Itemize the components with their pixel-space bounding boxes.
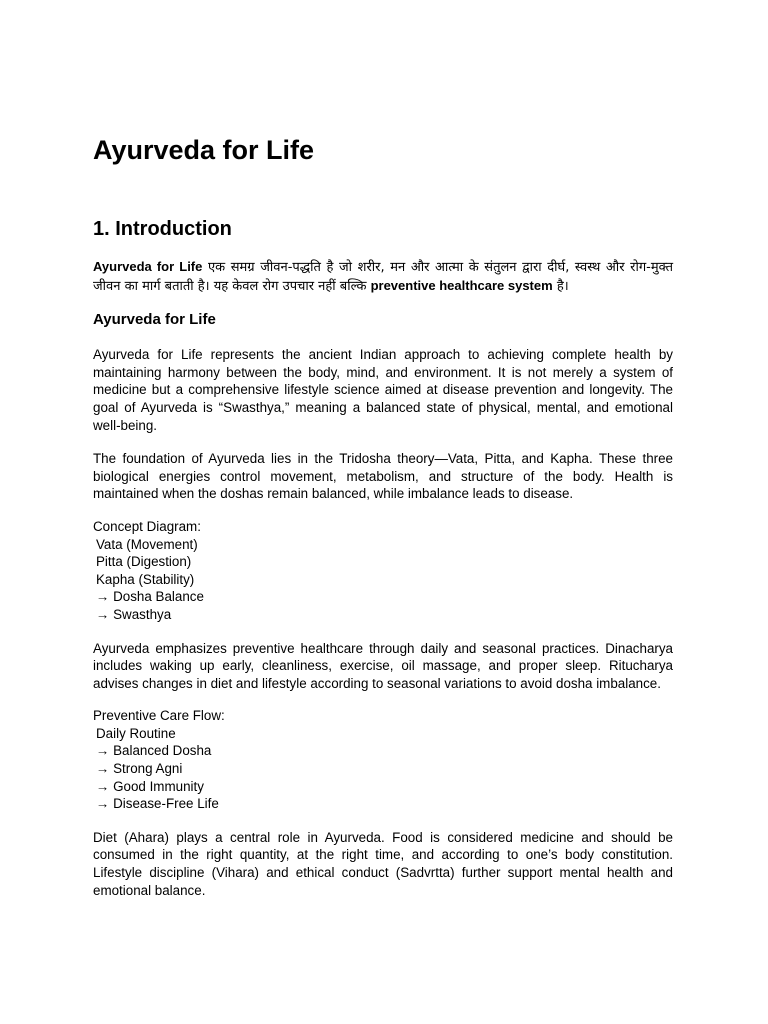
preventive-flow-line: → Disease-Free Life xyxy=(96,796,219,812)
concept-diagram-line: Vata (Movement) xyxy=(96,536,198,552)
paragraph-overview: Ayurveda for Life represents the ancient Indian approach to achieving complete health by maintaining harmony between the body, mind, and environment. It is not merely a system of medicine but a comprehensive lifestyle science aimed at disease prevention and longevity. The goal of Ayurveda is “Swasthya,” meaning a balanced state of physical, mental, and emotional well-being. xyxy=(93,347,673,433)
intro-bold-lead: Ayurveda for Life xyxy=(93,259,203,274)
section-heading-introduction: 1. Introduction xyxy=(93,218,232,240)
intro-text-2: है। xyxy=(552,278,569,294)
concept-diagram-line: Kapha (Stability) xyxy=(96,571,195,587)
paragraph-preventive: Ayurveda emphasizes preventive healthcare through daily and seasonal practices. Dinacharya includes waking up early, cleanliness, exercise, oil massage, and proper sleep. Ritucharya advises changes in diet and lifestyle according to seasonal variations to avoid dosha imbalance. xyxy=(93,640,673,691)
concept-diagram-line: → Dosha Balance xyxy=(96,589,204,605)
preventive-care-flow xyxy=(93,707,673,813)
preventive-flow-label: Preventive Care Flow: xyxy=(93,708,225,724)
document-body xyxy=(93,258,673,899)
concept-diagram-line: → Swasthya xyxy=(96,606,172,622)
intro-paragraph xyxy=(93,258,673,295)
preventive-flow-line: → Balanced Dosha xyxy=(96,743,212,759)
preventive-flow-line: → Good Immunity xyxy=(96,778,204,794)
intro-text-1: एक समग्र जीवन-पद्धति है जो शरीर, मन और आत्मा के संतुलन द्वारा दीर्घ, स्वस्थ और रोग-मुक्त जीवन का मार्ग बताती है। यह केवल रोग उपचार नहीं बल्कि xyxy=(93,260,673,294)
preventive-flow-line: → Strong Agni xyxy=(96,761,183,777)
concept-diagram-label: Concept Diagram: xyxy=(93,518,201,534)
paragraph-tridosha: The foundation of Ayurveda lies in the Tridosha theory—Vata, Pitta, and Kapha. These three biological energies control movement, metabolism, and structure of the body. Health is maintained when the doshas remain balanced, while imbalance leads to disease. xyxy=(93,451,673,502)
preventive-flow-line: Daily Routine xyxy=(96,725,176,741)
sub-heading-ayurveda: Ayurveda for Life xyxy=(93,311,216,329)
paragraph-diet: Diet (Ahara) plays a central role in Ayurveda. Food is considered medicine and should be consumed in the right quantity, at the right time, and according to one’s body constitution. Lifestyle discipline (Vihara) and ethical conduct (Sadvrtta) further support mental health and emotional balance. xyxy=(93,829,673,898)
concept-diagram-line: Pitta (Digestion) xyxy=(96,554,192,570)
concept-diagram xyxy=(93,518,673,624)
document-title: Ayurveda for Life xyxy=(93,135,315,165)
intro-bold-term: preventive healthcare system xyxy=(370,277,553,293)
